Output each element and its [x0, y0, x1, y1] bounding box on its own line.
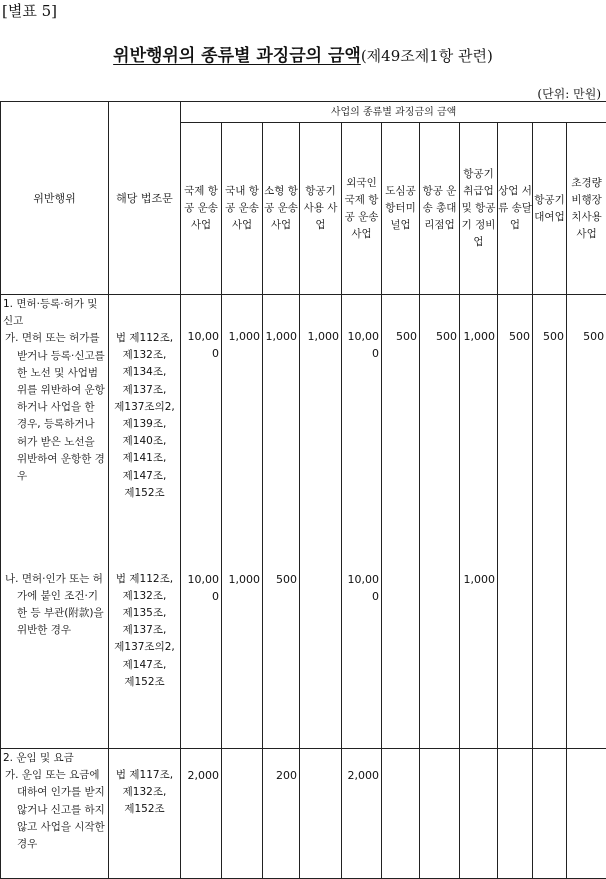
header-business-group: 사업의 종류별 과징금의 금액 — [181, 102, 606, 123]
law-ref: 법 제117조, — [110, 767, 179, 784]
table-row — [1, 557, 606, 749]
amount-cell: 500 — [263, 557, 300, 749]
amount-cell: 500 — [498, 295, 533, 557]
amount-cell: 1,000 — [222, 557, 263, 749]
table-row — [1, 295, 606, 557]
amount-cell — [567, 749, 606, 879]
amount-cell: 2,000 — [181, 749, 222, 879]
law-ref: 제137조, — [110, 382, 179, 399]
amount-cell — [222, 749, 263, 879]
law-ref: 제132조, — [110, 347, 179, 364]
law-cell — [109, 749, 181, 879]
header-business-type: 항공기 대여업 — [533, 123, 567, 295]
header-business-type: 소형 항공 운송 사업 — [263, 123, 300, 295]
amount-cell: 10,000 — [181, 295, 222, 557]
title-sub: (제49조제1항 관련) — [361, 47, 493, 65]
unit-label: (단위: 만원) — [537, 85, 601, 102]
amount-cell — [420, 749, 460, 879]
amount-cell: 10,000 — [342, 557, 382, 749]
amount-cell: 2,000 — [342, 749, 382, 879]
law-ref: 제132조, — [110, 588, 179, 605]
amount-cell: 500 — [533, 295, 567, 557]
law-ref: 제139조, — [110, 416, 179, 433]
law-ref: 제152조 — [110, 485, 179, 502]
amount-cell — [533, 749, 567, 879]
amount-cell — [498, 749, 533, 879]
amount-cell: 500 — [382, 295, 420, 557]
header-business-type: 항공기 사용 사업 — [300, 123, 342, 295]
amount-cell — [567, 557, 606, 749]
law-ref: 제137조, — [110, 622, 179, 639]
amount-cell — [300, 749, 342, 879]
amount-cell: 1,000 — [460, 557, 498, 749]
law-ref: 제141조, — [110, 450, 179, 467]
amount-cell: 500 — [420, 295, 460, 557]
law-ref: 제134조, — [110, 364, 179, 381]
header-business-type: 상업 서류 송달업 — [498, 123, 533, 295]
amount-cell — [382, 557, 420, 749]
law-ref: 제147조, — [110, 468, 179, 485]
law-ref: 제132조, — [110, 784, 179, 801]
table-row — [1, 749, 606, 879]
amount-cell: 10,000 — [342, 295, 382, 557]
violation-cell — [1, 295, 109, 557]
amount-cell — [300, 557, 342, 749]
header-business-type: 초경량 비행장치사용사업 — [567, 123, 606, 295]
header-business-type: 국제 항공 운송 사업 — [181, 123, 222, 295]
annex-label: [별표 5] — [2, 0, 57, 21]
violation-cell — [1, 749, 109, 879]
violation-text: 나. 면허·인가 또는 허가에 붙인 조건·기한 등 부관(附款)을 위반한 경우 — [3, 571, 106, 640]
law-ref: 제137조의2, — [110, 399, 179, 416]
amount-cell: 200 — [263, 749, 300, 879]
header-business-type: 국내 항공 운송 사업 — [222, 123, 263, 295]
header-business-type: 항공 운송 총대리점업 — [420, 123, 460, 295]
document-title — [0, 41, 606, 66]
law-ref: 제152조 — [110, 674, 179, 691]
section-title: 1. 면허·등록·허가 및 신고 — [3, 296, 106, 330]
law-ref: 법 제112조, — [110, 571, 179, 588]
amount-cell: 1,000 — [460, 295, 498, 557]
header-violation: 위반행위 — [1, 102, 109, 295]
law-ref: 제147조, — [110, 657, 179, 674]
law-ref: 제135조, — [110, 605, 179, 622]
header-business-type: 도심공항터미널업 — [382, 123, 420, 295]
amount-cell — [420, 557, 460, 749]
violation-cell — [1, 557, 109, 749]
amount-cell — [382, 749, 420, 879]
law-ref: 법 제112조, — [110, 330, 179, 347]
amount-cell: 10,000 — [181, 557, 222, 749]
section-title: 2. 운임 및 요금 — [3, 750, 106, 767]
header-law: 해당 법조문 — [109, 102, 181, 295]
title-main: 위반행위의 종류별 과징금의 금액 — [113, 46, 361, 66]
law-cell — [109, 295, 181, 557]
amount-cell — [533, 557, 567, 749]
law-cell — [109, 557, 181, 749]
amount-cell: 1,000 — [300, 295, 342, 557]
header-business-type: 항공기 취급업 및 항공기 정비업 — [460, 123, 498, 295]
penalty-table — [0, 101, 606, 879]
violation-text: 가. 면허 또는 허가를 받거나 등록·신고를 한 노선 및 사업범위를 위반하여 운항하거나 사업을 한 경우, 등록하거나 허가 받은 노선을 위반하여 운항한 경우 — [3, 330, 106, 485]
amount-cell — [460, 749, 498, 879]
law-ref: 제137조의2, — [110, 639, 179, 656]
amount-cell: 1,000 — [263, 295, 300, 557]
law-ref: 제152조 — [110, 801, 179, 818]
violation-text: 가. 운임 또는 요금에 대하여 인가를 받지 않거나 신고를 하지 않고 사업을 시작한 경우 — [3, 767, 106, 853]
amount-cell: 1,000 — [222, 295, 263, 557]
header-business-type: 외국인 국제 항공 운송 사업 — [342, 123, 382, 295]
amount-cell — [498, 557, 533, 749]
law-ref: 제140조, — [110, 433, 179, 450]
amount-cell: 500 — [567, 295, 606, 557]
